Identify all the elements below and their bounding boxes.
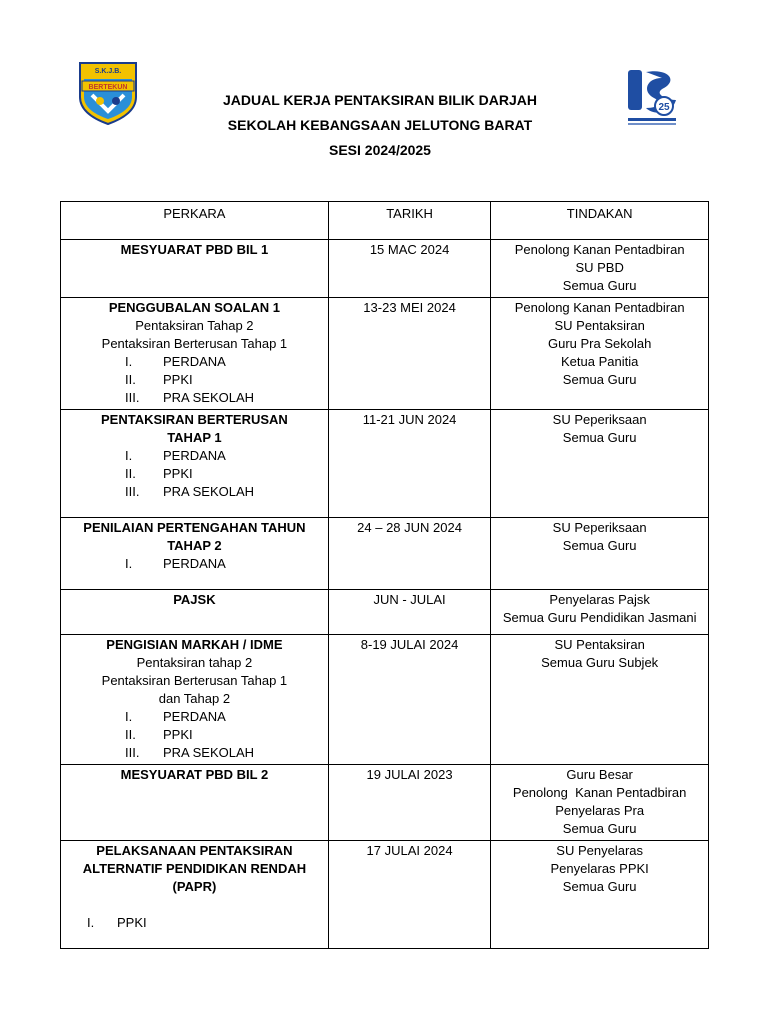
list-item-text: PERDANA: [163, 556, 226, 571]
table-row: [61, 841, 709, 949]
list-item-text: PPKI: [163, 727, 193, 742]
list-item-number: II.: [125, 727, 136, 742]
list-item: [65, 744, 324, 762]
perkara-heading: TAHAP 2: [167, 538, 222, 553]
school-crest-icon: [78, 61, 138, 125]
cell-tarikh: 13-23 MEI 2024: [328, 298, 491, 410]
tindakan-line: Semua Guru: [562, 372, 637, 387]
perkara-heading: MESYUARAT PBD BIL 1: [120, 242, 269, 257]
list-item-text: PERDANA: [163, 709, 226, 724]
tindakan-line: Guru Besar: [566, 767, 633, 782]
tindakan-line: SU Peperiksaan: [552, 412, 647, 427]
cell-tarikh: JUN - JULAI: [328, 590, 491, 635]
tindakan-line: SU Penyelaras: [556, 843, 644, 858]
list-item-number: II.: [125, 372, 136, 387]
tindakan-line: Ketua Panitia: [560, 354, 639, 369]
tindakan-line: Semua Guru: [562, 278, 637, 293]
tindakan-line: Penyelaras Pra: [555, 803, 645, 818]
tindakan-line: Penyelaras PPKI: [550, 861, 649, 876]
perkara-heading: TAHAP 1: [167, 430, 222, 445]
header-tarikh: TARIKH: [328, 202, 491, 240]
tindakan-line: SU Peperiksaan: [552, 520, 647, 535]
table-row: [61, 240, 709, 298]
table-row: [61, 765, 709, 841]
table-row: [61, 410, 709, 518]
tindakan-line: Semua Guru: [562, 821, 637, 836]
list-item-number: I.: [125, 556, 133, 571]
table-row: [61, 635, 709, 765]
perkara-heading: PAJSK: [173, 592, 216, 607]
tindakan-line: SU Pentaksiran: [554, 318, 645, 333]
list-item-number: I.: [87, 915, 95, 930]
crest-top-text: S.K.J.B.: [94, 68, 122, 75]
perkara-heading: ALTERNATIF PENDIDIKAN RENDAH: [82, 861, 307, 876]
header-tindakan: TINDAKAN: [491, 202, 709, 240]
cell-tindakan: [491, 841, 709, 949]
logo-number: 25: [658, 102, 670, 113]
list-item-number: I.: [125, 709, 133, 724]
list-item: [65, 555, 324, 573]
tindakan-line: Penolong Kanan Pentadbiran: [514, 242, 685, 257]
cell-tindakan: [491, 240, 709, 298]
cell-tindakan: [491, 765, 709, 841]
cell-tindakan: [491, 518, 709, 590]
cell-perkara: [61, 298, 329, 410]
list-item-text: PRA SEKOLAH: [163, 390, 255, 405]
perkara-line: Pentaksiran Berterusan Tahap 1: [101, 336, 288, 351]
perkara-heading: PENILAIAN PERTENGAHAN TAHUN: [83, 520, 306, 535]
perkara-line: Pentaksiran Berterusan Tahap 1: [101, 673, 288, 688]
title-line: JADUAL KERJA PENTAKSIRAN BILIK DARJAH: [223, 92, 537, 108]
list-item-text: PERDANA: [163, 448, 226, 463]
cell-perkara: [61, 635, 329, 765]
tindakan-line: Guru Pra Sekolah: [547, 336, 652, 351]
tindakan-line: Semua Guru: [562, 879, 637, 894]
cell-tindakan: [491, 298, 709, 410]
table-row: [61, 298, 709, 410]
cell-tindakan: [491, 410, 709, 518]
list-item-number: I.: [125, 354, 133, 369]
title-line: SESI 2024/2025: [329, 142, 431, 158]
crest-banner-text: BERTEKUN: [88, 84, 128, 91]
header-perkara: PERKARA: [61, 202, 329, 240]
cell-perkara: [61, 240, 329, 298]
list-item: [65, 353, 324, 371]
document-title: [160, 88, 600, 163]
list-item: [65, 389, 324, 407]
tindakan-line: SU Pentaksiran: [554, 637, 645, 652]
cell-perkara: [61, 518, 329, 590]
list-item-text: PERDANA: [163, 354, 226, 369]
tindakan-line: Semua Guru Pendidikan Jasmani: [502, 610, 697, 625]
tindakan-line: Semua Guru Subjek: [541, 655, 659, 670]
perkara-heading: PENGISIAN MARKAH / IDME: [106, 637, 283, 652]
perkara-heading: MESYUARAT PBD BIL 2: [120, 767, 269, 782]
cell-tarikh: 17 JULAI 2024: [328, 841, 491, 949]
list-item: [65, 483, 324, 501]
list-item-number: III.: [125, 745, 140, 760]
cell-perkara: [61, 590, 329, 635]
list-item-text: PPKI: [163, 372, 193, 387]
title-line: SEKOLAH KEBANGSAAN JELUTONG BARAT: [227, 117, 533, 133]
tindakan-line: Semua Guru: [562, 430, 637, 445]
list-item: [65, 726, 324, 744]
list-item: [65, 465, 324, 483]
perkara-heading: (PAPR): [172, 879, 217, 894]
cell-perkara: [61, 410, 329, 518]
list-item: [65, 914, 324, 932]
perkara-heading: PELAKSANAAN PENTAKSIRAN: [96, 843, 293, 858]
perkara-line: Pentaksiran tahap 2: [136, 655, 253, 670]
list-item-text: PPKI: [117, 915, 147, 930]
list-item: [65, 447, 324, 465]
tindakan-line: Semua Guru: [562, 538, 637, 553]
perkara-heading: PENGGUBALAN SOALAN 1: [108, 300, 280, 315]
cell-perkara: [61, 765, 329, 841]
tindakan-line: SU PBD: [575, 260, 624, 275]
table-header-row: [61, 202, 709, 240]
tindakan-line: Penolong Kanan Pentadbiran: [514, 300, 685, 315]
cell-tarikh: 15 MAC 2024: [328, 240, 491, 298]
cell-tindakan: [491, 635, 709, 765]
tindakan-line: Penyelaras Pajsk: [549, 592, 650, 607]
cell-perkara: [61, 841, 329, 949]
cell-tindakan: [491, 590, 709, 635]
list-item-text: PRA SEKOLAH: [163, 745, 255, 760]
cell-tarikh: 19 JULAI 2023: [328, 765, 491, 841]
cell-tarikh: 8-19 JULAI 2024: [328, 635, 491, 765]
list-item-number: III.: [125, 390, 140, 405]
table-row: [61, 518, 709, 590]
schedule-table: [60, 201, 709, 949]
cell-tarikh: 11-21 JUN 2024: [328, 410, 491, 518]
perkara-heading: PENTAKSIRAN BERTERUSAN: [100, 412, 288, 427]
cell-tarikh: 24 – 28 JUN 2024: [328, 518, 491, 590]
list-item: [65, 371, 324, 389]
tindakan-line: Penolong Kanan Pentadbiran: [512, 785, 687, 800]
table-row: [61, 590, 709, 635]
perkara-line: dan Tahap 2: [158, 691, 231, 706]
list-item-number: III.: [125, 484, 140, 499]
list-item-number: II.: [125, 466, 136, 481]
ministry-logo-icon: [624, 66, 680, 128]
list-item-text: PRA SEKOLAH: [163, 484, 255, 499]
list-item-number: I.: [125, 448, 133, 463]
list-item: [65, 708, 324, 726]
perkara-line: Pentaksiran Tahap 2: [135, 318, 254, 333]
list-item-text: PPKI: [163, 466, 193, 481]
